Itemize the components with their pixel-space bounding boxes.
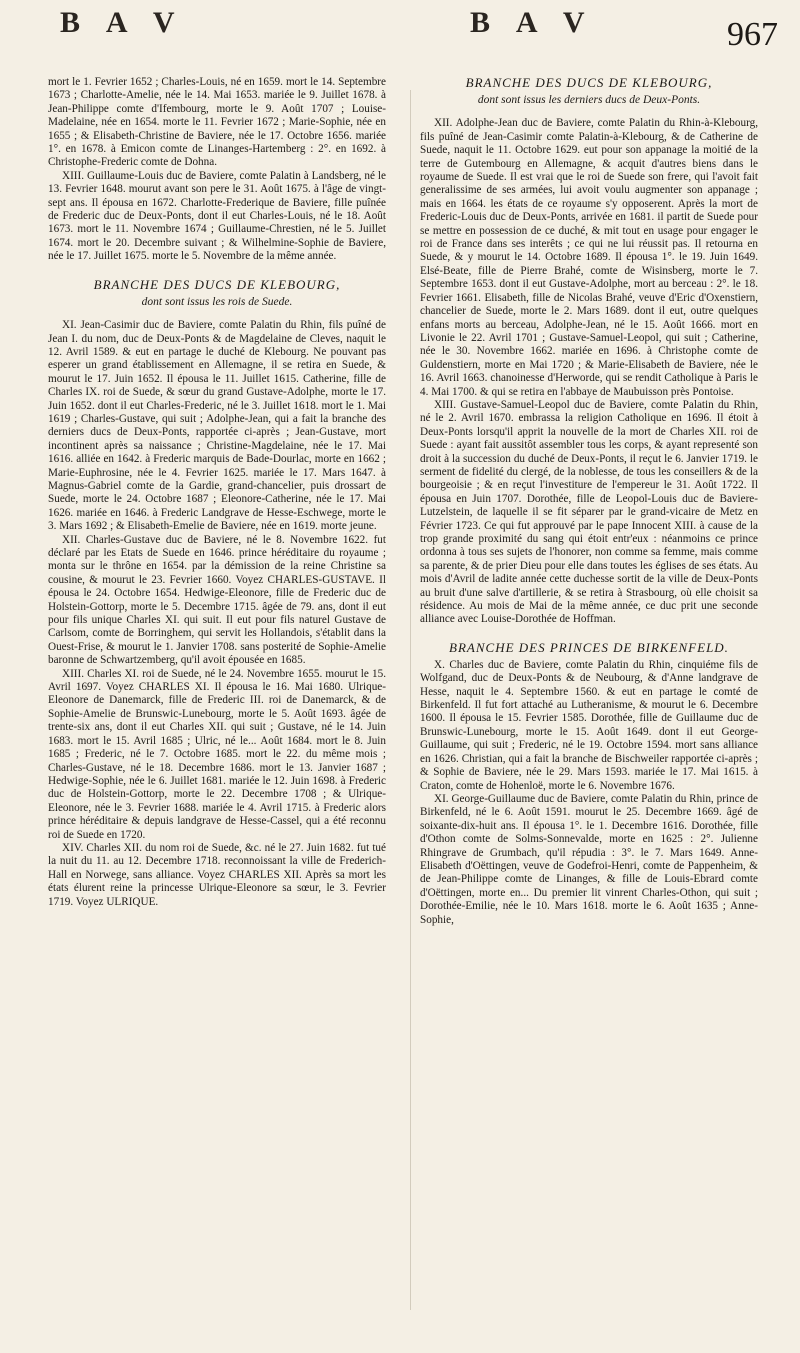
entry-paragraph: XI. George-Guillaume duc de Baviere, comte Palatin du Rhin, prince de Birkenfeld, né le 6. Août 1591. mourut le 25. Decembre 1669. âgé de soixante-dix-huit ans. Il épousa 1°. le 1. Decembre 1616. Dorothée, fille d'Othon comte de Solms-Sonnevalde, morte en 1625 : 2°. Julienne Rhingrave de Grumbach, qu'il répudia : 3°. le 7. Mars 1649. Anne-Elisabeth d'Oëttingen, veuve de Godefroi-Henri, comte de Pappenheim, & de Jean-Philippe comte de Linanges, & fille de Louis-Ebrard comte d'Oëttingen, morte en... Du premier lit vinrent Charles-Othon, qui suit ; Dorothée-Emilie, née le 10. Mars 1618. morte le 6. Août 1635 ; Anne-Sophie, — [420, 792, 758, 926]
entry-paragraph: XII. Adolphe-Jean duc de Baviere, comte Palatin du Rhin-à-Klebourg, fils puîné de Jean-Casimir comte Palatin-à-Klebourg, & de Catherine de Suede, naquit le 11. Octobre 1629. eut pour son appanage la moitié de la terre de Gutembourg en Allemagne, & acquit d'autres biens dans le royaume de Suede. Il est vrai que le roi de Suede son frere, qui l'avoit fait generalissime de ses armées, lui avoit voulu augmenter son appanage ; mais en 1664. les états de ce royaume s'y opposerent. Après la mort de Frederic-Louis duc de Deux-Ponts, arrivée en 1681. il partit de Suede pour se mettre en possession de ce duché, & mit tout en usage pour engager le roi de France dans ses interêts ; ce qui ne lui réussit pas. Il retourna en Suede, & y mourut le 14. Octobre 1689. Il épousa 1°. le 19. Juin 1649. Elsé-Beate, fille de Pierre Brahé, comte de Wisinsberg, morte le 7. Septembre 1653. dont il eut Gustave-Adolphe, mort au berceau : 2°. le 18. Fevrier 1661. Elisabeth, fille de Nicolas Brahé, veuve d'Eric d'Oxenstiern, chancelier de Suede, morte le 2. Mars 1689. dont il eut, outre quelques enfans morts au berceau, Adolphe-Jean, né le 15. Août 1666. mort en Livonie le 22. Avril 1701 ; Gustave-Samuel-Leopol, qui suit ; Catherine, née le 30. Novembre 1662. mariée en 1696. à Christophe comte de Guldenstiern, morte en Mai 1720 ; & Marie-Elisabeth de Baviere, née le 16. Avril 1663. chanoinesse d'Herworde, qui se rendit Catholique à Paris le 4. Mai 1700. & qui se retira en l'abbaye de Maubuisson près Pontoise. — [420, 117, 758, 398]
entry-paragraph: X. Charles duc de Baviere, comte Palatin du Rhin, cinquiéme fils de Wolfgand, duc de Deux-Ponts & de Neubourg, & d'Anne landgrave de Hesse, naquit le 4. Septembre 1560. & eut en partage le comté de Birkenfeld. Il fut fort attaché au Lutheranisme, & mourut le 6. Decembre 1600. Il épousa le 15. Fevrier 1585. Dorothée, fille de Guillaume duc de Brunswic-Lunebourg, morte le 15. Août 1649. dont il eut George-Guillaume, qui suit ; Frederic, né le 19. Octobre 1594. mort sans alliance en 1626. Christian, qui a fait la branche de Bischweiler rapportée ci-après ; & Sophie de Baviere, née le 29. Mars 1593. mariée le 17. Mai 1615. à Craton, comte de Hohenloë, morte le 6. Novembre 1676. — [420, 658, 758, 792]
branch-heading: BRANCHE DES DUCS DE KLEBOURG, — [465, 75, 713, 90]
column-divider — [410, 90, 411, 1310]
entry-paragraph: XIV. Charles XII. du nom roi de Suede, &c. né le 27. Juin 1682. fut tué la nuit du 11. au 12. Decembre 1718. reconnoissant la ville de Frederich-Hall en Norwege, sans alliance. Voyez CHARLES XII. Après sa mort les états élurent reine la princesse Ulrique-Eleonore sa sœur, le 3. Fevrier 1719. Voyez ULRIQUE. — [48, 841, 386, 908]
branch-subheading: dont sont issus les rois de Suede. — [141, 295, 293, 308]
entry-paragraph: mort le 1. Fevrier 1652 ; Charles-Louis, né en 1659. mort le 14. Septembre 1673 ; Charlotte-Amelie, née le 14. Mai 1653. mariée le 9. Juillet 1678. à Jean-Philippe comte d'Ifembourg, morte le 9. Août 1707 ; Louise-Madelaine, née en 1654. morte le 11. Fevrier 1672 ; Marie-Sophie, née en 1655 ; & Elisabeth-Christine de Baviere, née le 17. Octobre 1656. mariée 1°. en 1678. à Emicon comte de Linanges-Hartemberg : 2°. en 1692. à Christophe-Frederic comte de Dohna. — [48, 76, 386, 169]
entry-paragraph: XIII. Guillaume-Louis duc de Baviere, comte Palatin à Landsberg, né le 13. Fevrier 1648. mourut avant son pere le 31. Août 1675. à l'âge de vingt-sept ans. Il épousa en 1672. Charlotte-Frederique de Baviere, fille puînée de Frederic duc de Deux-Ponts, dont il eut Charles-Louis, né le 18. Août 1673. mort le 11. Novembre 1674 ; Guillaume-Chrestien, né le 5. Juillet 1674. mort le 20. Decembre suivant ; & Wilhelmine-Sophie de Baviere, née le 17. Juillet 1675. morte le 5. Novembre de la même année. — [48, 169, 386, 263]
branch-subheading: dont sont issus les derniers ducs de Deux-Ponts. — [477, 94, 701, 106]
entry-paragraph: XI. Jean-Casimir duc de Baviere, comte Palatin du Rhin, fils puîné de Jean I. du nom, duc de Deux-Ponts & de Magdelaine de Cleves, naquit le 12. Avril 1589. & eut en partage le duché de Klebourg. Ne pouvant pas esperer un grand établissement en Allemagne, il se retira en Suede, & mourut le 17. Juin 1652. Il épousa le 11. Juillet 1615. Catherine, fille de Charles IX. roi de Suede, & sœur du grand Gustave-Adolphe, morte le 17. Juin 1652. dont il eut Charles-Frederic, né le 3. Juillet 1618. mort le 1. Mai 1619 ; Charles-Gustave, qui suit ; Adolphe-Jean, qui a fait la branche des derniers ducs de Deux-Ponts, rapportée ci-après ; Jean-Gustave, mort incontinent après sa naissance ; Christine-Magdelaine, née le 17. Mai 1616. alliée en 1642. à Frederic marquis de Bade-Dourlac, morte en 1662 ; Marie-Euphrosine, née le 4. Fevrier 1625. mariée le 17. Mars 1647. à Magnus-Gabriel comte de la Gardie, grand-chancelier, puis drossart de Suede, morte le 24. Octobre 1687 ; Eleonore-Catherine, née le 17. Mai 1626. mariée en 1646. à Frederic Landgrave de Hesse-Eschwege, morte le 3. Mars 1692 ; & Elisabeth-Emelie de Baviere, née en 1619. morte jeune. — [48, 319, 386, 533]
branch-heading: BRANCHE DES DUCS DE KLEBOURG, — [93, 276, 341, 292]
entry-paragraph: XII. Charles-Gustave duc de Baviere, né le 8. Novembre 1622. fut déclaré par les Etats de Suede en 1646. prince héréditaire du royaume ; monta sur le thrône en 1654. par la démission de la reine Christine sa cousine, & mourut le 23. Fevrier 1660. Voyez CHARLES-GUSTAVE. Il épousa le 24. Octobre 1654. Hedwige-Eleonore, fille de Frederic duc de Holstein-Gottorp, morte le 5. Decembre 1715. âgée de 79. ans, dont il eut pour fils unique Charles XI. qui suit. Il eut pour fils naturel Gustave de Carlsom, comte de Borringhem, qui servit les Hollandois, s'établit dans la Ouest-Frise, & mourut le 1. Janvier 1708. sans posterité de Sophie-Amelie baronne de Schwartzemberg, qu'il avoit épousée en 1685. — [48, 533, 386, 667]
running-head-right: B A V — [470, 6, 595, 39]
page-number: 967 — [727, 16, 778, 53]
branch-heading: BRANCHE DES PRINCES DE BIRKENFELD. — [449, 639, 729, 655]
entry-paragraph: XIII. Gustave-Samuel-Leopol duc de Baviere, comte Palatin du Rhin, né le 2. Avril 1670. embrassa la religion Catholique en 1696. Il étoit à Deux-Ponts lorsqu'il apprit la nouvelle de la mort de Charles XII. roi de Suede : ayant fait aussitôt assembler tous les corps, & ayant representé son droit à la succession du duché de Deux-Ponts, il reçut le 6. Janvier 1719. le serment de fidelité du clergé, de la noblesse, de tous les conseillers & de la bourgeoisie ; & en reçut l'investiture de l'empereur le 31. Août 1722. Il épousa en Juin 1707. Dorothée, fille de Leopol-Louis duc de Baviere-Lutzelstein, de laquelle il se fit séparer par le grand-vicaire de Metz en Février 1723. Ce qui fut approuvé par le pape Innocent XIII. à cause de la trop grande proximité du sang qui étoit entr'eux : néanmoins ce prince ordonna à tous ses sujets de l'honorer, non comme sa femme, mais comme sa parente, & de prier Dieu pour elle dans toutes les églises de ses états. Au mois d'Avril de ladite année cette duchesse sortit de la ville de Deux-Ponts au bruit d'une salve d'artillerie, & se retira à Strasbourg, où elle choisit sa résidence. Au mois de Mai de la même année, ce duc prit une seconde alliance avec Louise-Dorothée de Hoffman. — [420, 398, 758, 626]
running-head-left: B A V — [60, 6, 185, 39]
right-column — [420, 76, 758, 927]
left-column — [48, 76, 386, 909]
entry-paragraph: XIII. Charles XI. roi de Suede, né le 24. Novembre 1655. mourut le 15. Avril 1697. Voyez CHARLES XI. Il épousa le 16. Mai 1680. Ulrique-Eleonore de Danemarck, fille de Frederic III. roi de Danemarck, & de Sophie-Amelie de Brunswic-Lunebourg, morte le 5. Août 1693. âgée de trente-six ans, dont il eut Charles XII. qui suit ; Gustave, né le 14. Juin 1683. mort le 15. Avril 1685 ; Ulric, né le... Août 1684. mort le 8. Juin 1685 ; Frederic, né le 7. Octobre 1685. mort le 22. du même mois ; Charles-Gustave, né le 18. Decembre 1686. mort le 13. Janvier 1687 ; Hedwige-Sophie, née le 6. Juillet 1681. mariée le 12. Juin 1698. à Frederic duc de Holstein-Gottorp, morte le 22. Decembre 1708 ; & Ulrique-Eleonore, née le 3. Fevrier 1688. mariée le 4. Avril 1715. à Frederic alors prince héréditaire & depuis landgrave de Hesse-Cassel, qui a été reconnu roi de Suede en 1720. — [48, 667, 386, 841]
